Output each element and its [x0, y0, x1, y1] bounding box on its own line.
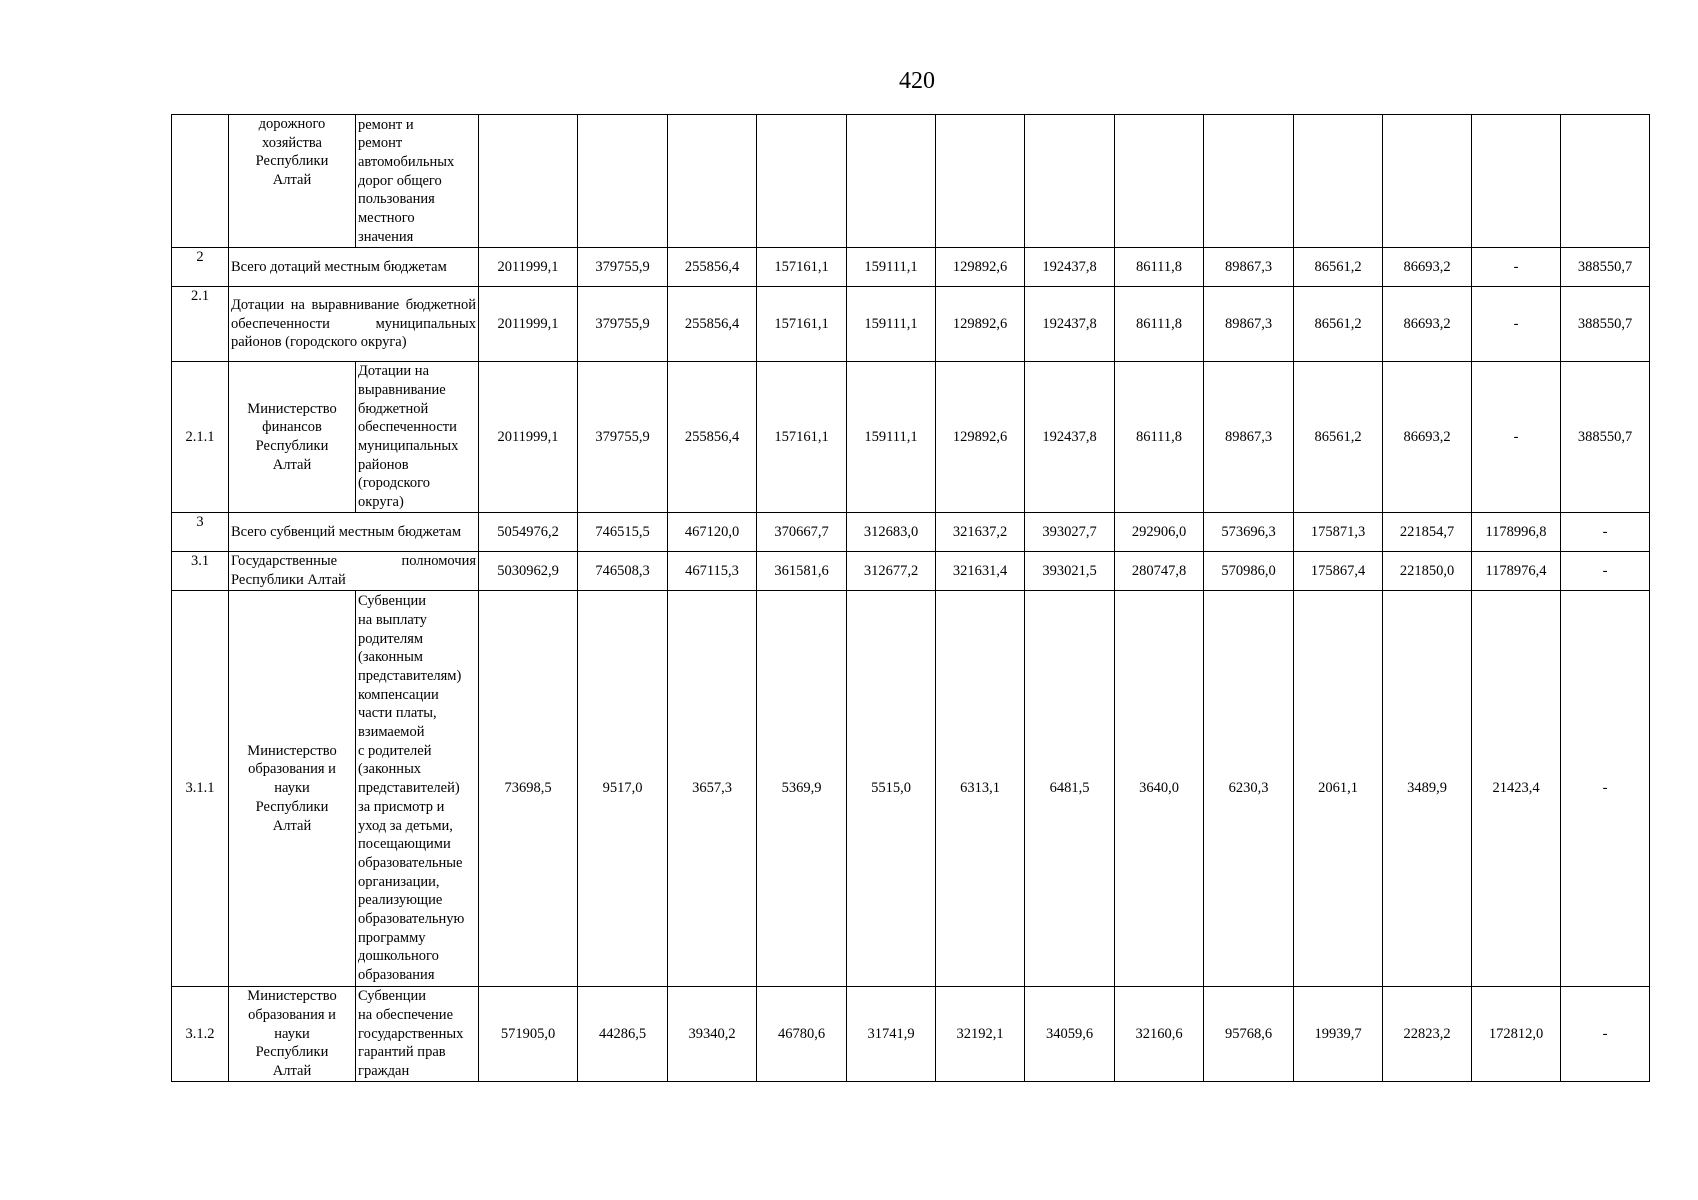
- value-cell: 86693,2: [1383, 362, 1472, 513]
- value-cell: 321631,4: [936, 552, 1025, 591]
- value-cell: 86111,8: [1115, 248, 1204, 287]
- description-cell: Субвенции на выплату родителям (законным представителям) компенсации части платы, взимаемой с родителей (законных представителей) за присмотр и уход за детьми, посещающими образовательные организации, реализующие образовательную программу дошкольного образования: [356, 591, 479, 987]
- value-cell: 570986,0: [1204, 552, 1294, 591]
- value-cell: 6230,3: [1204, 591, 1294, 987]
- value-cell: 22823,2: [1383, 987, 1472, 1082]
- value-cell: 292906,0: [1115, 513, 1204, 552]
- table-row: [172, 552, 1650, 591]
- value-cell: 86561,2: [1294, 287, 1383, 362]
- value-cell: -: [1472, 248, 1561, 287]
- value-cell: 86693,2: [1383, 287, 1472, 362]
- value-cell: -: [1561, 987, 1650, 1082]
- value-cell: 573696,3: [1204, 513, 1294, 552]
- description-cell: ремонт и ремонт автомобильных дорог общего пользования местного значения: [356, 115, 479, 248]
- value-cell: 86111,8: [1115, 287, 1204, 362]
- value-cell: [668, 115, 757, 248]
- value-cell: -: [1472, 362, 1561, 513]
- value-cell: [1383, 115, 1472, 248]
- value-cell: 5054976,2: [479, 513, 578, 552]
- table-row: [172, 287, 1650, 362]
- value-cell: 89867,3: [1204, 362, 1294, 513]
- value-cell: 312683,0: [847, 513, 936, 552]
- value-cell: 89867,3: [1204, 248, 1294, 287]
- value-cell: 467115,3: [668, 552, 757, 591]
- value-cell: 6313,1: [936, 591, 1025, 987]
- row-index: 2.1: [172, 287, 229, 362]
- executor-cell: Министерство финансов Республики Алтай: [229, 362, 356, 513]
- description-cell: Субвенции на обеспечение государственных гарантий прав граждан: [356, 987, 479, 1082]
- value-cell: 31741,9: [847, 987, 936, 1082]
- row-name: Государственные полномочия Республики Алтай: [229, 552, 479, 591]
- value-cell: 255856,4: [668, 287, 757, 362]
- value-cell: 393027,7: [1025, 513, 1115, 552]
- value-cell: 159111,1: [847, 287, 936, 362]
- row-index: [172, 115, 229, 248]
- value-cell: 159111,1: [847, 362, 936, 513]
- value-cell: 34059,6: [1025, 987, 1115, 1082]
- value-cell: 21423,4: [1472, 591, 1561, 987]
- value-cell: 175871,3: [1294, 513, 1383, 552]
- value-cell: 571905,0: [479, 987, 578, 1082]
- value-cell: 32192,1: [936, 987, 1025, 1082]
- value-cell: [1115, 115, 1204, 248]
- value-cell: 3489,9: [1383, 591, 1472, 987]
- value-cell: 280747,8: [1115, 552, 1204, 591]
- value-cell: -: [1561, 591, 1650, 987]
- value-cell: 379755,9: [578, 248, 668, 287]
- value-cell: 129892,6: [936, 362, 1025, 513]
- row-index: 3: [172, 513, 229, 552]
- value-cell: 192437,8: [1025, 287, 1115, 362]
- value-cell: 2061,1: [1294, 591, 1383, 987]
- value-cell: 73698,5: [479, 591, 578, 987]
- value-cell: 746508,3: [578, 552, 668, 591]
- value-cell: [1294, 115, 1383, 248]
- value-cell: 221854,7: [1383, 513, 1472, 552]
- table-row: [172, 248, 1650, 287]
- value-cell: 157161,1: [757, 362, 847, 513]
- value-cell: [1561, 115, 1650, 248]
- value-cell: 5369,9: [757, 591, 847, 987]
- row-index: 2.1.1: [172, 362, 229, 513]
- value-cell: 361581,6: [757, 552, 847, 591]
- value-cell: 6481,5: [1025, 591, 1115, 987]
- table-row: [172, 115, 1650, 248]
- value-cell: -: [1561, 552, 1650, 591]
- value-cell: 86561,2: [1294, 362, 1383, 513]
- value-cell: -: [1472, 287, 1561, 362]
- value-cell: 95768,6: [1204, 987, 1294, 1082]
- description-cell: Дотации на выравнивание бюджетной обеспеченности муниципальных районов (городского округа): [356, 362, 479, 513]
- value-cell: 388550,7: [1561, 287, 1650, 362]
- value-cell: [1472, 115, 1561, 248]
- value-cell: 255856,4: [668, 362, 757, 513]
- budget-table: [171, 114, 1650, 1082]
- row-index: 3.1: [172, 552, 229, 591]
- value-cell: 159111,1: [847, 248, 936, 287]
- page-number: 420: [899, 68, 935, 94]
- row-name: Дотации на выравнивание бюджетной обеспеченности муниципальных районов (городского округа): [229, 287, 479, 362]
- value-cell: [578, 115, 668, 248]
- value-cell: 46780,6: [757, 987, 847, 1082]
- value-cell: 321637,2: [936, 513, 1025, 552]
- value-cell: 32160,6: [1115, 987, 1204, 1082]
- value-cell: 379755,9: [578, 287, 668, 362]
- value-cell: [479, 115, 578, 248]
- value-cell: 5030962,9: [479, 552, 578, 591]
- value-cell: 192437,8: [1025, 362, 1115, 513]
- value-cell: 3657,3: [668, 591, 757, 987]
- value-cell: 1178976,4: [1472, 552, 1561, 591]
- value-cell: 221850,0: [1383, 552, 1472, 591]
- table-row: [172, 987, 1650, 1082]
- row-name: Всего субвенций местным бюджетам: [229, 513, 479, 552]
- table-row: [172, 362, 1650, 513]
- value-cell: 1178996,8: [1472, 513, 1561, 552]
- value-cell: [757, 115, 847, 248]
- value-cell: 370667,7: [757, 513, 847, 552]
- row-index: 2: [172, 248, 229, 287]
- executor-cell: Министерство образования и науки Республики Алтай: [229, 987, 356, 1082]
- row-index: 3.1.2: [172, 987, 229, 1082]
- value-cell: 19939,7: [1294, 987, 1383, 1082]
- value-cell: 192437,8: [1025, 248, 1115, 287]
- value-cell: 3640,0: [1115, 591, 1204, 987]
- value-cell: 388550,7: [1561, 248, 1650, 287]
- value-cell: [1204, 115, 1294, 248]
- value-cell: 388550,7: [1561, 362, 1650, 513]
- value-cell: 467120,0: [668, 513, 757, 552]
- value-cell: 393021,5: [1025, 552, 1115, 591]
- value-cell: 172812,0: [1472, 987, 1561, 1082]
- value-cell: 175867,4: [1294, 552, 1383, 591]
- value-cell: 2011999,1: [479, 248, 578, 287]
- value-cell: 86111,8: [1115, 362, 1204, 513]
- value-cell: -: [1561, 513, 1650, 552]
- row-name: Всего дотаций местным бюджетам: [229, 248, 479, 287]
- value-cell: [847, 115, 936, 248]
- table-row: [172, 513, 1650, 552]
- row-index: 3.1.1: [172, 591, 229, 987]
- value-cell: [936, 115, 1025, 248]
- value-cell: 379755,9: [578, 362, 668, 513]
- value-cell: 86561,2: [1294, 248, 1383, 287]
- value-cell: 5515,0: [847, 591, 936, 987]
- value-cell: 2011999,1: [479, 362, 578, 513]
- value-cell: 157161,1: [757, 287, 847, 362]
- executor-cell: Министерство образования и науки Республики Алтай: [229, 591, 356, 987]
- value-cell: 44286,5: [578, 987, 668, 1082]
- value-cell: 129892,6: [936, 287, 1025, 362]
- value-cell: 86693,2: [1383, 248, 1472, 287]
- value-cell: 39340,2: [668, 987, 757, 1082]
- value-cell: 9517,0: [578, 591, 668, 987]
- value-cell: 129892,6: [936, 248, 1025, 287]
- value-cell: 89867,3: [1204, 287, 1294, 362]
- value-cell: [1025, 115, 1115, 248]
- value-cell: 312677,2: [847, 552, 936, 591]
- value-cell: 2011999,1: [479, 287, 578, 362]
- executor-cell: дорожного хозяйства Республики Алтай: [229, 115, 356, 248]
- value-cell: 157161,1: [757, 248, 847, 287]
- table-row: [172, 591, 1650, 987]
- value-cell: 746515,5: [578, 513, 668, 552]
- value-cell: 255856,4: [668, 248, 757, 287]
